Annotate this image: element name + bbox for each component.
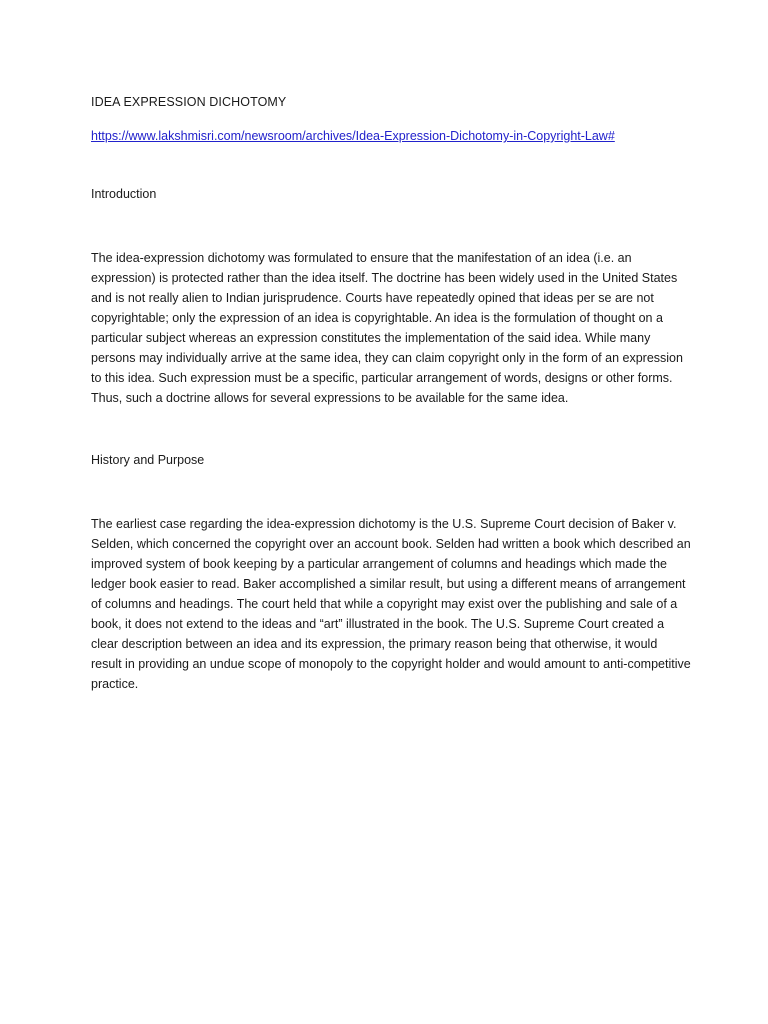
source-link[interactable]: https://www.lakshmisri.com/newsroom/archives/Idea-Expression-Dichotomy-in-Copyright-Law# xyxy=(91,129,615,143)
section-paragraph-history: The earliest case regarding the idea-expression dichotomy is the U.S. Supreme Court decision of Baker v. Selden, which concerned the copyright over an account book. Selden had written a book which described an improved system of book keeping by a particular arrangement of columns and headings which made the ledger book easier to read. Baker accomplished a similar result, but using a different means of arrangement of columns and headings. The court held that while a copyright may exist over the publishing and sale of a book, it does not extend to the ideas and “art” illustrated in the book. The U.S. Supreme Court created a clear description between an idea and its expression, the primary reason being that otherwise, it would result in providing an undue scope of monopoly to the copyright holder and would amount to anti-competitive practice. xyxy=(91,517,691,691)
section-paragraph-introduction: The idea-expression dichotomy was formulated to ensure that the manifestation of an idea (i.e. an expression) is protected rather than the idea itself. The doctrine has been widely used in the United States and is not really alien to Indian jurisprudence. Courts have repeatedly opined that ideas per se are not copyrightable; only the expression of an idea is copyrightable. An idea is the formulation of thought on a particular subject whereas an expression constitutes the implementation of the said idea. While many persons may individually arrive at the same idea, they can claim copyright only in the form of an expression to this idea. Such expression must be a specific, particular arrangement of words, designs or other forms. Thus, such a doctrine allows for several expressions to be available for the same idea. xyxy=(91,251,683,405)
section-heading-introduction: Introduction xyxy=(91,187,157,201)
document-body xyxy=(91,94,691,694)
section-heading-history: History and Purpose xyxy=(91,453,205,467)
document-title: IDEA EXPRESSION DICHOTOMY xyxy=(91,95,287,109)
